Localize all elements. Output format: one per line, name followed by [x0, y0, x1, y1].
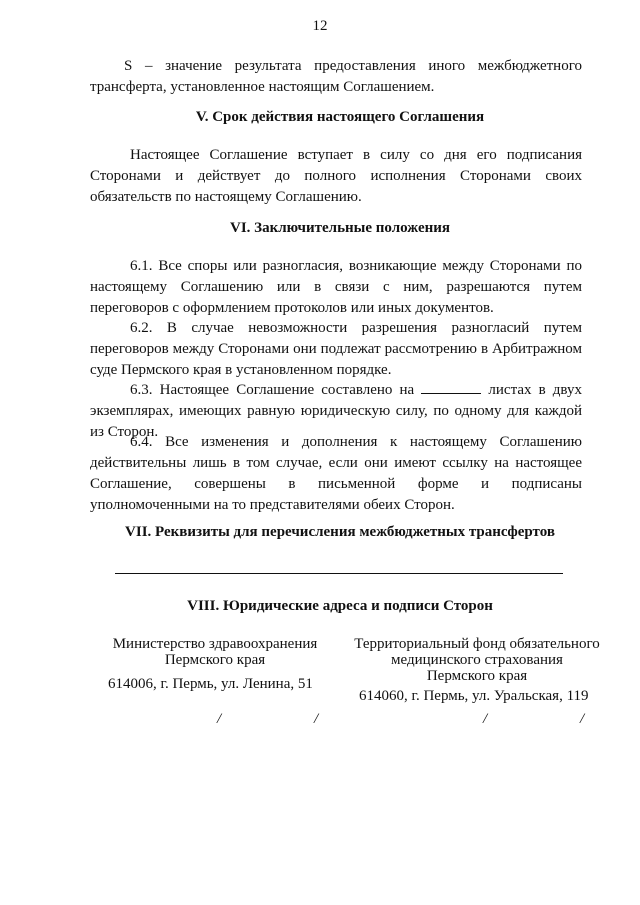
party-left-name-line1: Министерство здравоохранения: [112, 636, 318, 652]
section-8-heading: VIII. Юридические адреса и подписи Сторон: [187, 598, 493, 614]
party-right-name: [352, 636, 602, 684]
party-left-name: [96, 636, 334, 668]
section-6-heading: VI. Заключительные положения: [230, 220, 450, 236]
sheet-count-blank: [421, 381, 481, 394]
party-left-name-line2: Пермского края: [164, 652, 266, 668]
party-right-address: 614060, г. Пермь, ул. Уральская, 119: [359, 688, 589, 704]
clause-6-4: 6.4. Все изменения и дополнения к настоящему Соглашению действительны лишь в том случае, если они имеют ссылку на настоящее Соглашение, совершены в письменной форме и подписаны уполномоченными на то представителями обеих Сторон.: [90, 434, 582, 513]
party-right-signature-slash-2: /: [580, 711, 585, 727]
clause-6-2: 6.2. В случае невозможности разрешения разногласий путем переговоров между Сторонами они подлежат рассмотрению в Арбитражном суде Пермского края в установленном порядке.: [90, 320, 582, 378]
section-5-text: Настоящее Соглашение вступает в силу со дня его подписания Сторонами и действует до полного исполнения Сторонами своих обязательств по настоящему Соглашению.: [90, 147, 582, 205]
party-right-name-line3: Пермского края: [426, 668, 528, 684]
intro-paragraph: S – значение результата предоставления иного межбюджетного трансферта, установленное настоящим Соглашением.: [90, 58, 582, 95]
requisites-line: [115, 573, 563, 574]
party-right-name-line1: Территориальный фонд обязательного: [354, 636, 600, 652]
party-right-name-line2: медицинского страхования: [391, 652, 563, 668]
party-right-signature-slash-1: /: [483, 711, 488, 727]
clause-6-3-end: листах в двух экземплярах, имеющих равную юридическую силу, по одному для каждой из Сторон.: [90, 382, 582, 440]
clause-6-1: 6.1. Все споры или разногласия, возникающие между Сторонами по настоящему Соглашению или в связи с ним, разрешаются путем переговоров с оформлением протоколов или иных документов.: [90, 258, 582, 316]
section-7-heading: VII. Реквизиты для перечисления межбюджетных трансфертов: [125, 524, 555, 540]
party-left-address: 614006, г. Пермь, ул. Ленина, 51: [108, 676, 313, 692]
party-left-signature-slash-1: /: [217, 711, 222, 727]
page-number: 12: [312, 18, 328, 34]
section-5-heading: V. Срок действия настоящего Соглашения: [195, 109, 485, 125]
party-left-signature-slash-2: /: [314, 711, 319, 727]
clause-6-3-start: 6.3. Настоящее Соглашение составлено на: [130, 382, 415, 398]
